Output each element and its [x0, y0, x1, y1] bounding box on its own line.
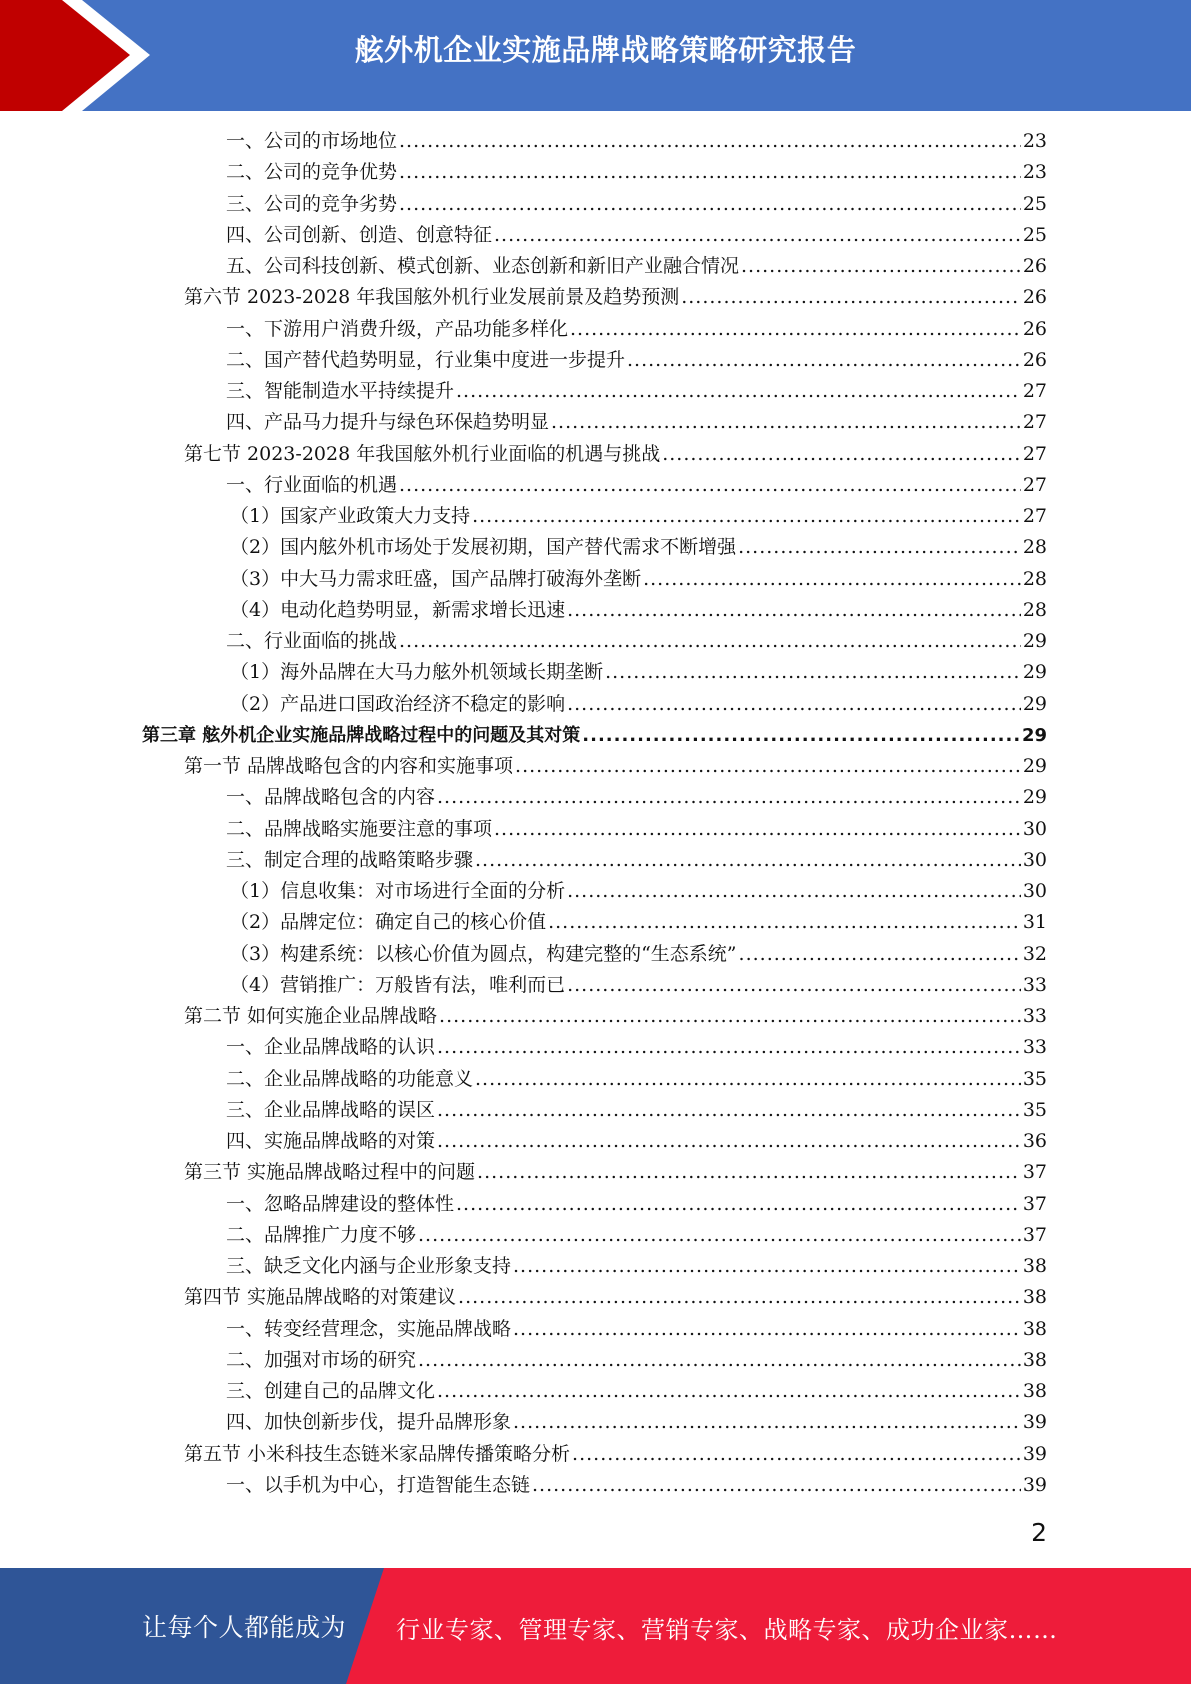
toc-entry-title: （2）国内舷外机市场处于发展初期，国产替代需求不断增强 [230, 536, 737, 559]
toc-entry-title: 四、加快创新步伐，提升品牌形象 [226, 1411, 512, 1434]
toc-entry-page: 26 [1022, 317, 1047, 340]
toc-dot-leader [627, 345, 1021, 376]
toc-entry-title: 一、行业面临的机遇 [226, 473, 398, 496]
toc-entry-page: 38 [1022, 1317, 1047, 1340]
toc-entry-title: 第六节 2023-2028 年我国舷外机行业发展前景及趋势预测 [184, 286, 680, 309]
toc-entry[interactable] [230, 939, 1047, 970]
toc-entry-page: 29 [1022, 755, 1047, 777]
toc-dot-leader [418, 1220, 1021, 1251]
toc-dot-leader [475, 845, 1021, 876]
toc-entry-page: 38 [1022, 1380, 1047, 1402]
toc-entry-page: 27 [1022, 473, 1047, 496]
toc-entry-page: 38 [1022, 1286, 1047, 1309]
toc-entry[interactable] [230, 595, 1047, 626]
toc-entry-title: 二、行业面临的挑战 [226, 630, 398, 652]
toc-dot-leader [567, 689, 1021, 720]
toc-entry-title: 三、缺乏文化内涵与企业形象支持 [226, 1255, 512, 1277]
toc-entry[interactable] [226, 1220, 1047, 1251]
toc-dot-leader [513, 1251, 1021, 1282]
toc-entry-title: 一、公司的市场地位 [226, 130, 398, 152]
toc-entry[interactable] [226, 1095, 1047, 1126]
toc-entry[interactable] [230, 564, 1047, 595]
toc-entry-page: 30 [1022, 817, 1047, 840]
toc-entry-page: 28 [1022, 536, 1047, 559]
toc-dot-leader [437, 782, 1021, 813]
toc-dot-leader [572, 1439, 1021, 1470]
toc-entry[interactable] [226, 1345, 1047, 1376]
toc-entry[interactable] [226, 470, 1047, 501]
toc-entry[interactable] [184, 439, 1047, 470]
toc-dot-leader [551, 407, 1021, 438]
toc-entry-page: 39 [1022, 1442, 1047, 1465]
toc-entry-title: （1）信息收集：对市场进行全面的分析 [230, 880, 566, 902]
toc-entry[interactable] [226, 126, 1047, 157]
toc-entry-title: 三、创建自己的品牌文化 [226, 1380, 436, 1402]
toc-entry[interactable] [226, 1407, 1047, 1438]
toc-entry-page: 39 [1022, 1473, 1047, 1496]
toc-entry-title: （4）营销推广：万般皆有法，唯利而已 [230, 973, 566, 996]
toc-entry-title: 一、企业品牌战略的认识 [226, 1036, 436, 1059]
toc-entry[interactable] [226, 251, 1047, 282]
toc-entry[interactable] [226, 314, 1047, 345]
toc-entry-title: 第二节 如何实施企业品牌战略 [184, 1005, 438, 1027]
toc-dot-leader [739, 939, 1021, 970]
toc-entry[interactable] [230, 689, 1047, 720]
toc-dot-leader [567, 876, 1021, 907]
toc-entry-title: 一、品牌战略包含的内容 [226, 786, 436, 809]
toc-dot-leader [399, 470, 1021, 501]
toc-entry-title: 二、企业品牌战略的功能意义 [226, 1067, 474, 1090]
toc-entry[interactable] [184, 751, 1047, 782]
toc-entry-page: 32 [1022, 942, 1047, 965]
toc-entry[interactable] [184, 1157, 1047, 1188]
toc-entry[interactable] [226, 189, 1047, 220]
toc-dot-leader [513, 1314, 1021, 1345]
toc-entry[interactable] [226, 1064, 1047, 1095]
toc-entry-page: 25 [1022, 223, 1047, 246]
toc-dot-leader [458, 1282, 1021, 1313]
toc-entry-title: 二、公司的竞争优势 [226, 161, 398, 184]
toc-entry[interactable] [184, 1282, 1047, 1313]
toc-entry[interactable] [230, 907, 1047, 938]
toc-entry-title: 第五节 小米科技生态链米家品牌传播策略分析 [184, 1442, 571, 1465]
toc-entry-page: 29 [1021, 724, 1047, 746]
toc-entry-page: 39 [1022, 1411, 1047, 1434]
page-footer [0, 1568, 1191, 1684]
footer-slogan-right: 行业专家、管理专家、营销专家、战略专家、成功企业家…… [396, 1616, 1058, 1644]
report-title: 舷外机企业实施品牌战略策略研究报告 [354, 33, 857, 67]
toc-dot-leader [399, 189, 1021, 220]
toc-entry[interactable] [226, 345, 1047, 376]
toc-entry-page: 27 [1022, 411, 1047, 434]
toc-dot-leader [477, 1157, 1021, 1188]
toc-entry-title: 二、加强对市场的研究 [226, 1348, 417, 1371]
page-number: 2 [1031, 1518, 1047, 1547]
toc-entry-page: 38 [1022, 1348, 1047, 1371]
toc-entry-title: 四、实施品牌战略的对策 [226, 1130, 436, 1152]
toc-dot-leader [456, 1189, 1021, 1220]
toc-entry-page: 30 [1022, 848, 1047, 871]
toc-entry[interactable] [184, 282, 1047, 313]
toc-dot-leader [437, 1095, 1021, 1126]
toc-entry[interactable] [226, 626, 1047, 657]
toc-entry-title: 二、品牌战略实施要注意的事项 [226, 817, 493, 840]
toc-entry-title: 一、忽略品牌建设的整体性 [226, 1192, 455, 1215]
toc-entry-page: 31 [1022, 911, 1047, 934]
toc-dot-leader [741, 251, 1021, 282]
toc-dot-leader [399, 126, 1021, 157]
toc-entry-page: 23 [1022, 161, 1047, 184]
toc-entry-title: 一、转变经营理念，实施品牌战略 [226, 1317, 512, 1340]
toc-entry-page: 28 [1022, 598, 1047, 621]
toc-entry[interactable] [230, 876, 1047, 907]
toc-entry[interactable] [226, 814, 1047, 845]
toc-dot-leader [567, 595, 1021, 626]
toc-entry-title: （2）品牌定位：确定自己的核心价值 [230, 911, 547, 934]
toc-entry[interactable] [226, 845, 1047, 876]
toc-entry-title: （2）产品进口国政治经济不稳定的影响 [230, 692, 566, 715]
toc-entry-page: 27 [1022, 505, 1047, 527]
toc-entry-title: （3）构建系统：以核心价值为圆点，构建完整的“生态系统” [230, 942, 737, 965]
toc-entry-title: （1）国家产业政策大力支持 [230, 505, 471, 527]
toc-dot-leader [567, 970, 1021, 1001]
toc-entry[interactable] [230, 532, 1047, 563]
toc-dot-leader [472, 501, 1021, 532]
toc-dot-leader [437, 1032, 1021, 1063]
toc-entry[interactable] [226, 782, 1047, 813]
toc-dot-leader [437, 1376, 1021, 1407]
toc-dot-leader [399, 157, 1021, 188]
toc-dot-leader [494, 814, 1021, 845]
toc-entry[interactable] [142, 720, 1047, 751]
toc-entry[interactable] [226, 1314, 1047, 1345]
toc-dot-leader [570, 314, 1021, 345]
toc-dot-leader [532, 1470, 1021, 1501]
toc-entry-title: 第三章 舷外机企业实施品牌战略过程中的问题及其对策 [142, 724, 581, 746]
toc-entry-title: （1）海外品牌在大马力舷外机领域长期垄断 [230, 661, 604, 684]
toc-entry-page: 27 [1022, 442, 1047, 465]
toc-dot-leader [418, 1345, 1021, 1376]
toc-entry-page: 23 [1022, 130, 1047, 152]
toc-entry-page: 29 [1022, 630, 1047, 652]
toc-entry-page: 29 [1022, 661, 1047, 684]
toc-entry[interactable] [226, 157, 1047, 188]
toc-entry-page: 26 [1022, 286, 1047, 309]
toc-dot-leader [399, 626, 1021, 657]
toc-entry[interactable] [230, 501, 1047, 532]
toc-dot-leader [605, 657, 1021, 688]
toc-entry-page: 26 [1022, 255, 1047, 277]
toc-dot-leader [643, 564, 1021, 595]
toc-entry-title: 三、公司的竞争劣势 [226, 192, 398, 215]
toc-dot-leader [437, 1126, 1021, 1157]
toc-entry[interactable] [226, 407, 1047, 438]
footer-slogan-left: 让每个人都能成为 [142, 1613, 347, 1642]
toc-entry-title: 二、国产替代趋势明显，行业集中度进一步提升 [226, 348, 626, 371]
toc-entry-title: 四、产品马力提升与绿色环保趋势明显 [226, 411, 550, 434]
toc-entry-title: 第四节 实施品牌战略的对策建议 [184, 1286, 457, 1309]
toc-entry-title: 二、品牌推广力度不够 [226, 1223, 417, 1246]
toc-entry[interactable] [226, 220, 1047, 251]
toc-entry-page: 35 [1022, 1098, 1047, 1121]
toc-dot-leader [738, 532, 1021, 563]
toc-entry-title: 三、智能制造水平持续提升 [226, 380, 455, 402]
toc-entry[interactable] [230, 657, 1047, 688]
toc-entry-title: 五、公司科技创新、模式创新、业态创新和新旧产业融合情况 [226, 255, 740, 277]
toc-dot-leader [475, 1064, 1021, 1095]
toc-entry-page: 25 [1022, 192, 1047, 215]
toc-dot-leader [548, 907, 1021, 938]
toc-entry[interactable] [226, 1032, 1047, 1063]
toc-entry-page: 28 [1022, 567, 1047, 590]
toc-entry-page: 33 [1022, 1036, 1047, 1059]
toc-entry-title: 三、企业品牌战略的误区 [226, 1098, 436, 1121]
toc-dot-leader [515, 751, 1021, 782]
toc-entry[interactable] [230, 970, 1047, 1001]
toc-entry[interactable] [226, 1126, 1047, 1157]
toc-entry-page: 35 [1022, 1067, 1047, 1090]
toc-dot-leader [494, 220, 1021, 251]
toc-dot-leader [582, 720, 1020, 751]
toc-dot-leader [439, 1001, 1021, 1032]
toc-entry-page: 30 [1022, 880, 1047, 902]
toc-dot-leader [662, 439, 1021, 470]
toc-entry[interactable] [184, 1001, 1047, 1032]
toc-entry-page: 29 [1022, 692, 1047, 715]
toc-entry-title: 四、公司创新、创造、创意特征 [226, 223, 493, 246]
toc-entry-page: 29 [1022, 786, 1047, 809]
toc-entry-page: 37 [1022, 1223, 1047, 1246]
toc-dot-leader [513, 1407, 1021, 1438]
toc-entry[interactable] [226, 1470, 1047, 1501]
toc-entry-page: 33 [1022, 973, 1047, 996]
toc-dot-leader [681, 282, 1021, 313]
page-header [0, 0, 1191, 111]
toc-entry-title: 第一节 品牌战略包含的内容和实施事项 [184, 755, 514, 777]
toc-entry-page: 36 [1022, 1130, 1047, 1152]
toc-entry-page: 37 [1022, 1192, 1047, 1215]
toc-entry-title: 第三节 实施品牌战略过程中的问题 [184, 1161, 476, 1184]
toc-entry-title: 一、以手机为中心，打造智能生态链 [226, 1473, 531, 1496]
toc-entry-page: 26 [1022, 348, 1047, 371]
toc-entry[interactable] [226, 1189, 1047, 1220]
toc-entry-title: 一、下游用户消费升级，产品功能多样化 [226, 317, 569, 340]
toc-entry[interactable] [226, 1251, 1047, 1282]
toc-entry-title: 第七节 2023-2028 年我国舷外机行业面临的机遇与挑战 [184, 442, 661, 465]
toc-dot-leader [456, 376, 1021, 407]
toc-entry[interactable] [184, 1439, 1047, 1470]
toc-entry-title: 三、制定合理的战略策略步骤 [226, 848, 474, 871]
toc-entry-page: 38 [1022, 1255, 1047, 1277]
toc-entry-title: （4）电动化趋势明显，新需求增长迅速 [230, 598, 566, 621]
toc-entry-title: （3）中大马力需求旺盛，国产品牌打破海外垄断 [230, 567, 642, 590]
toc-entry[interactable] [226, 1376, 1047, 1407]
toc-entry-page: 27 [1022, 380, 1047, 402]
toc-entry-page: 33 [1022, 1005, 1047, 1027]
toc-entry[interactable] [226, 376, 1047, 407]
toc-entry-page: 37 [1022, 1161, 1047, 1184]
